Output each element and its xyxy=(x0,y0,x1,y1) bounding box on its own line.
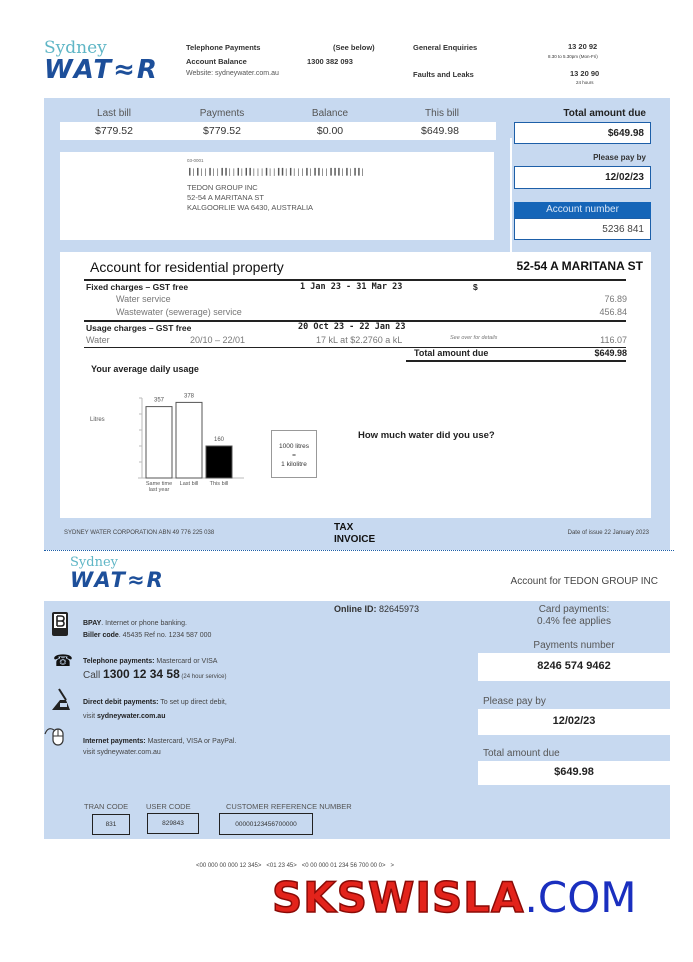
internet-text: Mastercard, VISA or PayPal. xyxy=(145,738,237,745)
biller-code-text: . 45435 Ref no. 1234 587 000 xyxy=(118,632,212,639)
fixed-charges-heading: Fixed charges – GST free xyxy=(86,282,189,292)
slip-pay-by-label: Please pay by xyxy=(483,696,546,707)
tax-invoice-label xyxy=(334,522,375,546)
general-enquiries-label: General Enquiries xyxy=(413,43,478,52)
payments-label: Payments xyxy=(199,108,245,119)
telephone-method xyxy=(83,656,226,684)
bpay-method xyxy=(83,618,211,642)
direct-debit-visit: visit xyxy=(83,713,97,720)
account-balance-number: 1300 382 093 xyxy=(307,57,353,66)
account-details-card xyxy=(60,252,651,518)
faults-leaks-number: 13 20 90 xyxy=(570,69,600,78)
divider xyxy=(84,347,626,348)
telephone-number: 1300 12 34 58 xyxy=(103,667,180,681)
tear-off-line xyxy=(44,550,674,551)
telephone-title: Telephone payments: xyxy=(83,658,155,665)
fixed-charges-period: 1 Jan 23 - 31 Mar 23 xyxy=(300,282,403,292)
currency-symbol: $ xyxy=(473,282,478,292)
postal-barcode: ┃│┃││┃││┃┃││┃│┃┃│││┃││┃┃│┃│││┃│┃┃││┃┃┃│┃│┃┃│ xyxy=(187,168,365,176)
water-usage-label: Water xyxy=(86,335,110,345)
last-bill-label: Last bill xyxy=(97,108,131,119)
total-due-box xyxy=(514,122,651,144)
address-line-3: KALGOORLIE WA 6430, AUSTRALIA xyxy=(187,203,314,212)
bar-2 xyxy=(176,402,202,478)
biller-code-label: Biller code xyxy=(83,632,119,639)
usage-charges-period: 20 Oct 23 - 22 Jan 23 xyxy=(298,322,406,332)
payments-value: $779.52 xyxy=(203,125,241,137)
total-amount-value: $649.98 xyxy=(594,348,627,358)
tax-label: TAX xyxy=(334,522,354,533)
water-service-label: Water service xyxy=(116,294,171,304)
direct-debit-link[interactable]: sydneywater.com.au xyxy=(97,713,166,720)
usage-heading: Your average daily usage xyxy=(91,364,199,374)
water-service-amount: 76.89 xyxy=(604,294,627,304)
internet-title: Internet payments: xyxy=(83,738,146,745)
pay-by-box xyxy=(514,166,651,189)
payments-number-label: Payments number xyxy=(533,640,615,651)
bar-value-label: 378 xyxy=(183,393,195,400)
balance-label: Balance xyxy=(311,108,349,119)
bar-1 xyxy=(146,407,172,478)
abn-text: SYDNEY WATER CORPORATION ABN 49 776 225 038 xyxy=(64,530,215,536)
sydney-water-logo xyxy=(44,40,159,83)
account-title: Account for residential property xyxy=(90,259,284,275)
general-enquiries-hours: 8.30 to 5.30pm (Mon-Fri) xyxy=(548,54,598,59)
telephone-icon: ☎ xyxy=(53,653,73,670)
telephone-payments-label: Telephone Payments xyxy=(186,43,261,52)
online-id xyxy=(334,604,419,614)
user-code-value: 829843 xyxy=(147,813,199,834)
customer-reference-value: 00000123456700000 xyxy=(219,813,313,835)
direct-debit-title: Direct debit payments: xyxy=(83,699,159,706)
watermark xyxy=(272,874,637,932)
total-due-label: Total amount due xyxy=(563,108,646,119)
slip-logo-sydney: Sydney xyxy=(70,555,118,570)
direct-debit-text: To set up direct debit, xyxy=(158,699,227,706)
slip-total-label: Total amount due xyxy=(483,748,560,759)
ocr-scanline: <00 000 00 000 12 345> <01 23 45> <0 00 000 01 234 56 700 00 0> > xyxy=(196,863,395,869)
water-usage-dates: 20/10 – 22/01 xyxy=(190,335,246,345)
general-enquiries-number: 13 20 92 xyxy=(568,42,598,51)
internet-method xyxy=(83,736,236,758)
card-fee-line-1: Card payments: xyxy=(538,604,610,615)
divider xyxy=(84,279,626,281)
logo-water-text: WAT≈R xyxy=(44,55,159,85)
watermark-red-text: SKSWISLA xyxy=(272,873,525,922)
account-balance-label: Account Balance xyxy=(186,57,247,66)
account-number-value: 5236 841 xyxy=(602,224,644,235)
online-id-label: Online ID: xyxy=(334,604,377,614)
telephone-text: Mastercard or VISA xyxy=(154,658,218,665)
mouse-icon xyxy=(44,724,68,748)
address-block xyxy=(60,152,494,240)
customer-reference-label: CUSTOMER REFERENCE NUMBER xyxy=(226,802,352,811)
category-label: Same time xyxy=(145,481,173,487)
faults-leaks-hours: 24 hours xyxy=(576,80,594,85)
this-bill-label: This bill xyxy=(425,108,459,119)
logo-sydney-text: Sydney xyxy=(44,38,107,58)
watermark-blue-text: .COM xyxy=(524,873,637,922)
bar-3 xyxy=(206,446,232,478)
call-prefix: Call xyxy=(83,670,104,681)
conversion-litres: 1000 litres xyxy=(279,443,309,450)
summary-labels xyxy=(60,108,500,122)
category-label: This bill xyxy=(209,481,229,487)
internet-link[interactable]: visit sydneywater.com.au xyxy=(83,749,161,756)
address-code: 03-0001 xyxy=(187,158,204,163)
slip-logo xyxy=(70,556,165,591)
summary-values xyxy=(60,122,496,140)
user-code-label: USER CODE xyxy=(146,802,191,811)
conversion-equals: = xyxy=(292,452,296,459)
pay-by-label: Please pay by xyxy=(593,153,646,162)
total-amount-label: Total amount due xyxy=(414,348,489,358)
address-line-2: 52-54 A MARITANA ST xyxy=(187,193,264,202)
telephone-service: (24 hour service) xyxy=(179,674,227,680)
telephone-payments-value: (See below) xyxy=(333,43,375,52)
bar-value-label: 357 xyxy=(153,397,165,404)
last-bill-value: $779.52 xyxy=(95,125,133,137)
category-label: last year xyxy=(148,487,170,493)
balance-value: $0.00 xyxy=(316,125,344,137)
issue-date: Date of issue 22 January 2023 xyxy=(567,530,649,536)
wastewater-service-label: Wastewater (sewerage) service xyxy=(116,307,242,317)
tran-code-label: TRAN CODE xyxy=(84,802,129,811)
invoice-label: INVOICE xyxy=(334,534,376,545)
daily-usage-chart xyxy=(84,386,274,506)
conversion-box xyxy=(271,430,317,478)
slip-total-value: $649.98 xyxy=(478,761,670,785)
tran-code-value: 831 xyxy=(92,814,130,835)
slip-pay-by-value: 12/02/23 xyxy=(478,709,670,735)
card-fee-line-2: 0.4% fee applies xyxy=(537,616,611,627)
conversion-kilolitre: 1 kilolitre xyxy=(281,461,307,468)
water-usage-amount: 116.07 xyxy=(600,335,627,345)
mailing-address xyxy=(187,183,313,213)
see-over-note: See over for details xyxy=(450,335,498,341)
total-due-value: $649.98 xyxy=(607,128,644,139)
direct-debit-icon xyxy=(50,688,72,712)
address-line-1: TEDON GROUP INC xyxy=(187,183,258,192)
wastewater-service-amount: 456.84 xyxy=(599,307,627,317)
this-bill-value: $649.98 xyxy=(421,125,459,137)
payments-number-value: 8246 574 9462 xyxy=(478,653,670,681)
property-address: 52-54 A MARITANA ST xyxy=(516,259,643,273)
bpay-text: . Internet or phone banking. xyxy=(101,620,187,627)
usage-question: How much water did you use? xyxy=(358,430,495,441)
website-link[interactable]: Website: sydneywater.com.au xyxy=(186,70,279,77)
card-fee-note xyxy=(478,604,670,628)
divider xyxy=(406,360,626,362)
water-usage-rate: 17 kL at $2.2760 a kL xyxy=(316,335,403,345)
slip-account-for: Account for TEDON GROUP INC xyxy=(510,576,658,587)
account-number-label: Account number xyxy=(514,202,651,218)
pay-by-value: 12/02/23 xyxy=(605,172,644,183)
bpay-title: BPAY xyxy=(83,620,102,627)
y-axis-label: Litres xyxy=(90,417,105,423)
online-id-value: 82645973 xyxy=(379,604,420,614)
bar-value-label: 160 xyxy=(213,437,225,443)
bpay-icon xyxy=(52,612,68,636)
slip-logo-water: WAT≈R xyxy=(70,568,165,592)
column-divider xyxy=(510,138,512,254)
direct-debit-method xyxy=(83,696,227,724)
account-number-box xyxy=(514,218,651,240)
category-label: Last bill xyxy=(179,481,199,487)
usage-charges-heading: Usage charges – GST free xyxy=(86,323,192,333)
faults-leaks-label: Faults and Leaks xyxy=(413,70,474,79)
